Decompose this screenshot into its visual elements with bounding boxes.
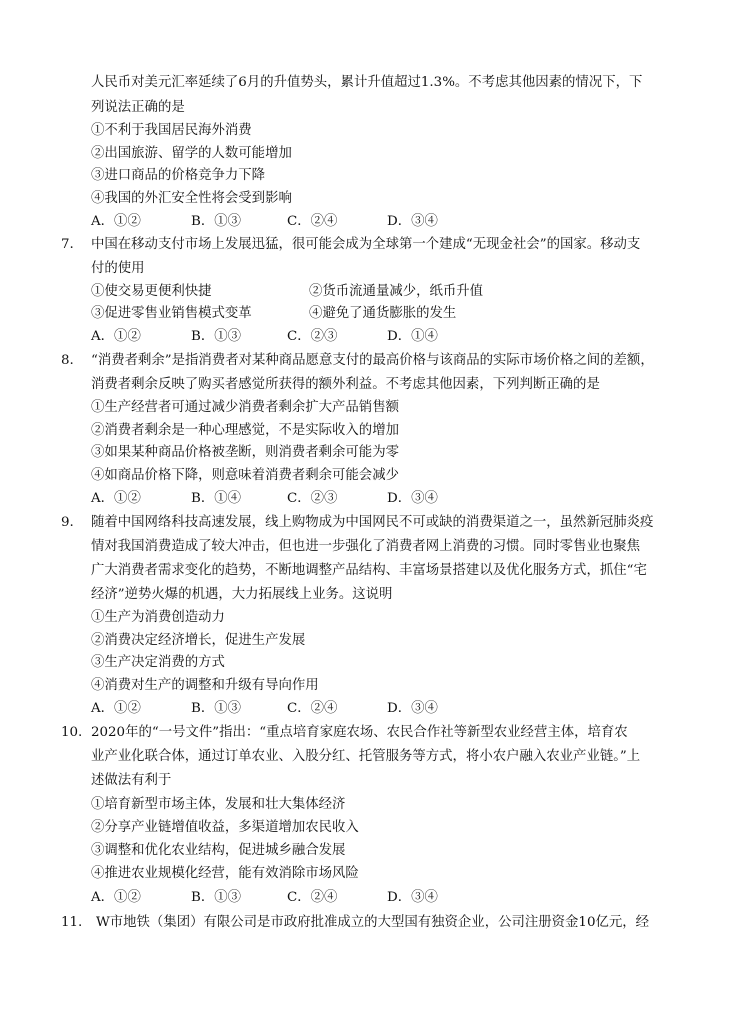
q9-stem-line-4: 经济”逆势火爆的机遇，大力拓展线上业务。这说明 — [91, 587, 393, 602]
q8-item-4: ④如商品价格下降，则意味着消费者剩余可能会减少 — [91, 468, 399, 483]
q7-stem-line-2: 付的使用 — [91, 261, 145, 276]
q8-option-b[interactable]: B．①④ — [191, 491, 242, 506]
q10-stem-line-3: 述做法有利于 — [91, 773, 172, 788]
q8-stem-line-1: “消费者剩余”是指消费者对某种商品愿意支付的最高价格与该商品的实际市场价格之间的差额， — [91, 353, 654, 368]
q7-option-a[interactable]: A．①② — [91, 329, 141, 344]
q10-stem-line-1: 2020年的“一号文件”指出：“重点培育家庭农场、农民合作社等新型农业经营主体，培育农 — [91, 725, 628, 740]
q9-item-1: ①生产为消费创造动力 — [91, 610, 225, 625]
q8-item-3: ③如果某种商品价格被垄断，则消费者剩余可能为零 — [91, 445, 399, 460]
q8-option-d[interactable]: D．③④ — [387, 491, 438, 506]
q6-stem-line-2: 列说法正确的是 — [91, 100, 185, 115]
q9-item-4: ④消费对生产的调整和升级有导向作用 — [91, 678, 319, 693]
q7-number: 7. — [61, 237, 74, 252]
q9-option-b[interactable]: B．①③ — [191, 701, 242, 716]
q10-item-3: ③调整和优化农业结构，促进城乡融合发展 — [91, 843, 346, 858]
q11-stem-line-1: W市地铁（集团）有限公司是市政府批准成立的大型国有独资企业，公司注册资金10亿元，经 — [96, 915, 650, 930]
q8-option-c[interactable]: C．②③ — [287, 491, 338, 506]
q7-item-1: ①使交易更便利快捷 — [91, 284, 212, 299]
q7-option-b[interactable]: B．①③ — [191, 329, 242, 344]
q10-stem-line-2: 业产业化联合体，通过订单农业、入股分红、托管服务等方式，将小农户融入农业产业链。”上 — [91, 749, 641, 764]
q8-item-1: ①生产经营者可通过减少消费者剩余扩大产品销售额 — [91, 400, 399, 415]
q7-stem-line-1: 中国在移动支付市场上发展迅猛，很可能会成为全球第一个建成“无现金社会”的国家。移动支 — [91, 237, 641, 252]
q9-stem-line-2: 情对我国消费造成了较大冲击，但也进一步强化了消费者网上消费的习惯。同时零售业也聚焦 — [91, 539, 641, 554]
q7-item-3: ③促进零售业销售模式变革 — [91, 306, 252, 321]
q7-option-d[interactable]: D．①④ — [387, 329, 438, 344]
q7-option-c[interactable]: C．②③ — [287, 329, 338, 344]
q6-item-4: ④我国的外汇安全性将会受到影响 — [91, 191, 292, 206]
q9-item-3: ③生产决定消费的方式 — [91, 655, 225, 670]
q9-option-c[interactable]: C．②④ — [287, 701, 338, 716]
q9-option-a[interactable]: A．①② — [91, 701, 141, 716]
q8-item-2: ②消费者剩余是一种心理感觉，不是实际收入的增加 — [91, 423, 399, 438]
q9-item-2: ②消费决定经济增长，促进生产发展 — [91, 633, 306, 648]
q9-option-d[interactable]: D．③④ — [387, 701, 438, 716]
q10-option-b[interactable]: B．①③ — [191, 890, 242, 905]
q6-option-a[interactable]: A．①② — [91, 214, 141, 229]
q11-number: 11. — [61, 915, 83, 930]
q9-stem-line-3: 广大消费者需求变化的趋势，不断地调整产品结构、丰富场景搭建以及优化服务方式，抓住“宅 — [91, 563, 647, 578]
q10-option-c[interactable]: C．②④ — [287, 890, 338, 905]
q6-option-c[interactable]: C．②④ — [287, 214, 338, 229]
q8-option-a[interactable]: A．①② — [91, 491, 141, 506]
q9-number: 9. — [61, 515, 74, 530]
q7-item-2: ②货币流通量减少，纸币升值 — [309, 284, 484, 299]
q9-stem-line-1: 随着中国网络科技高速发展，线上购物成为中国网民不可或缺的消费渠道之一，虽然新冠肺炎疫 — [91, 515, 654, 530]
q6-stem-line-1: 人民币对美元汇率延续了6月的升值势头，累计升值超过1.3%。不考虑其他因素的情况下，下 — [91, 75, 643, 90]
q8-number: 8. — [61, 353, 74, 368]
q10-item-2: ②分享产业链增值收益，多渠道增加农民收入 — [91, 820, 359, 835]
q10-number: 10. — [61, 725, 83, 740]
q10-item-1: ①培育新型市场主体，发展和壮大集体经济 — [91, 797, 346, 812]
q10-item-4: ④推进农业规模化经营，能有效消除市场风险 — [91, 866, 359, 881]
q6-item-1: ①不利于我国居民海外消费 — [91, 123, 252, 138]
q6-option-d[interactable]: D．③④ — [387, 214, 438, 229]
q6-option-b[interactable]: B．①③ — [191, 214, 242, 229]
q6-item-3: ③进口商品的价格竞争力下降 — [91, 168, 266, 183]
q10-option-a[interactable]: A．①② — [91, 890, 141, 905]
q10-option-d[interactable]: D．③④ — [387, 890, 438, 905]
q7-item-4: ④避免了通货膨胀的发生 — [309, 306, 457, 321]
q6-item-2: ②出国旅游、留学的人数可能增加 — [91, 146, 292, 161]
q8-stem-line-2: 消费者剩余反映了购买者感觉所获得的额外利益。不考虑其他因素，下列判断正确的是 — [91, 377, 600, 392]
